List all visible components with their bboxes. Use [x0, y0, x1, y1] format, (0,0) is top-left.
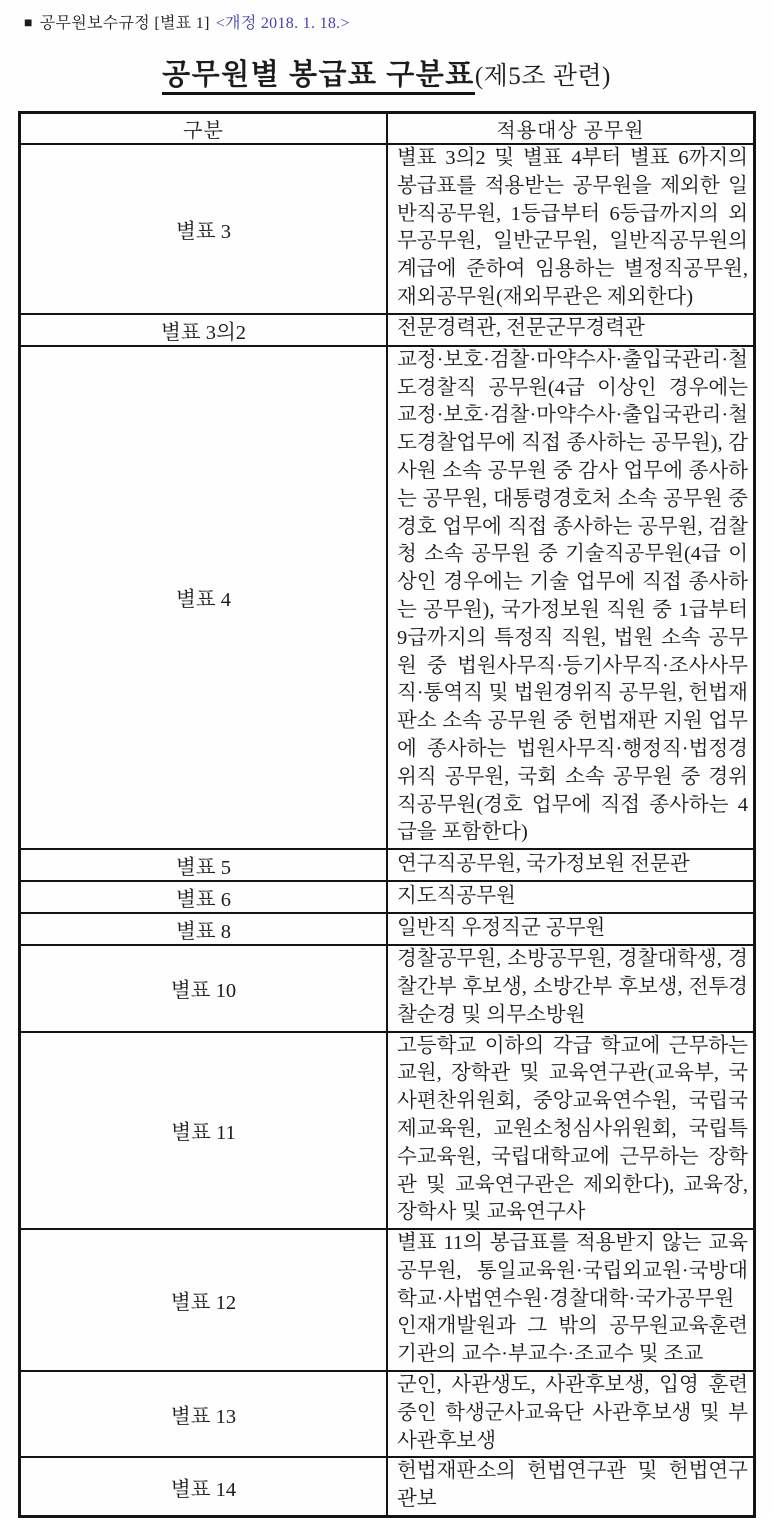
table-row [20, 849, 755, 881]
row-description: 지도직공무원 [387, 881, 755, 913]
row-category: 별표 10 [20, 945, 388, 1031]
row-category: 별표 12 [20, 1229, 388, 1371]
table-row [20, 346, 755, 849]
salary-table [18, 111, 756, 1518]
row-category: 별표 8 [20, 913, 388, 945]
row-category: 별표 4 [20, 346, 388, 849]
table-row [20, 1457, 755, 1516]
table-row [20, 1371, 755, 1457]
table-row [20, 913, 755, 945]
title-sub: (제5조 관련) [474, 63, 611, 90]
row-description: 별표 3의2 및 별표 4부터 별표 6까지의 봉급표를 적용받는 공무원을 제외한 일반직공무원, 1등급부터 6등급까지의 외무공무원, 일반군무원, 일반직공무원의 계급에 준하여 임용하는 별정직공무원, 재외공무원(재외무관은 제외한다) [387, 144, 755, 314]
table-row [20, 314, 755, 346]
table-row [20, 144, 755, 314]
row-category: 별표 5 [20, 849, 388, 881]
row-description: 경찰공무원, 소방공무원, 경찰대학생, 경찰간부 후보생, 소방간부 후보생, 전투경찰순경 및 의무소방원 [387, 945, 755, 1031]
row-description: 교정·보호·검찰·마약수사·출입국관리·철도경찰직 공무원(4급 이상인 경우에는 교정·보호·검찰·마약수사·출입국관리·철도경찰업무에 직접 종사하는 공무원), 감사원 소속 공무원 중 감사 업무에 종사하는 공무원, 대통령경호처 소속 공무원 중 경호 업무에 직접 종사하는 공무원, 검찰청 소속 공무원 중 기술직공무원(4급 이상인 경우에는 기술 업무에 직접 종사하는 공무원), 국가정보원 직원 중 1급부터 9급까지의 특정직 직원, 법원 소속 공무원 중 법원사무직·등기사무직·조사사무직·통역직 및 법원경위직 공무원, 헌법재판소 소속 공무원 중 헌법재판 지원 업무에 종사하는 법원사무직·행정직·법정경위직 공무원, 국회 소속 공무원 중 경위직공무원(경호 업무에 직접 종사하는 4급을 포함한다) [387, 346, 755, 849]
row-category: 별표 3 [20, 144, 388, 314]
column-header-category: 구분 [20, 113, 388, 145]
regulation-title: 공무원보수규정 [별표 1] [39, 15, 210, 32]
table-row [20, 881, 755, 913]
table-header-row [20, 113, 755, 145]
row-description: 헌법재판소의 헌법연구관 및 헌법연구관보 [387, 1457, 755, 1516]
row-category: 별표 14 [20, 1457, 388, 1516]
row-description: 별표 11의 봉급표를 적용받지 않는 교육공무원, 통일교육원·국립외교원·국방대학교·사법연수원·경찰대학·국가공무원인재개발원과 그 밖의 공무원교육훈련기관의 교수·부교수·조교수 및 조교 [387, 1229, 755, 1371]
row-description: 고등학교 이하의 각급 학교에 근무하는 교원, 장학관 및 교육연구관(교육부, 국사편찬위원회, 중앙교육연수원, 국립국제교육원, 교원소청심사위원회, 국립특수교육원, 국립대학교에 근무하는 장학관 및 교육연구관은 제외한다), 교육장, 장학사 및 교육연구사 [387, 1032, 755, 1230]
column-header-target: 적용대상 공무원 [387, 113, 755, 145]
row-category: 별표 13 [20, 1371, 388, 1457]
revision-note: <개정 2018. 1. 18.> [215, 15, 350, 32]
row-description: 연구직공무원, 국가정보원 전문관 [387, 849, 755, 881]
row-category: 별표 11 [20, 1032, 388, 1230]
row-description: 군인, 사관생도, 사관후보생, 입영 훈련 중인 학생군사교육단 사관후보생 및 부사관후보생 [387, 1371, 755, 1457]
table-row [20, 1032, 755, 1230]
row-category: 별표 6 [20, 881, 388, 913]
document-header [24, 10, 350, 33]
page-title [0, 52, 773, 93]
row-category: 별표 3의2 [20, 314, 388, 346]
row-description: 전문경력관, 전문군무경력관 [387, 314, 755, 346]
table-row [20, 1229, 755, 1371]
row-description: 일반직 우정직군 공무원 [387, 913, 755, 945]
title-main: 공무원별 봉급표 구분표 [162, 59, 475, 95]
bullet-square-icon: ■ [24, 16, 33, 31]
table-row [20, 945, 755, 1031]
